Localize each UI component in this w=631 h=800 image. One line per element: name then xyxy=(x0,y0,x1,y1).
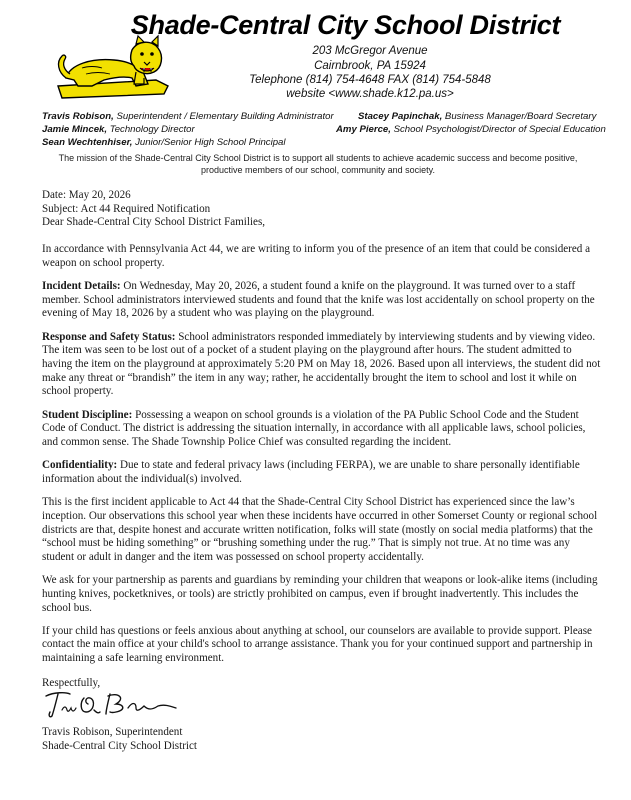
staff-mincek xyxy=(42,124,195,135)
confidentiality-paragraph xyxy=(42,459,602,486)
partnership-paragraph: We ask for your partnership as parents and guardians by reminding your children that weapons or look-alike items (including hunting knives, pocketknives, or tools) are strictly prohibited on campus, even if brought inadvertently. This includes the school bus. xyxy=(42,574,598,614)
staff-title: Junior/Senior High School Principal xyxy=(132,137,286,148)
address-street: 203 McGregor Avenue xyxy=(312,45,428,57)
handwritten-signature-icon xyxy=(40,688,180,720)
discipline-text: Possessing a weapon on school grounds is a violation of the PA Public School Code and the Student Code of Conduct. The district is addressing the situation internally, in accordance with all applicable laws, school policies, and common sense. The Shade Township Police Chief was consulted regarding the incident. xyxy=(42,408,586,449)
letter-body xyxy=(42,189,602,675)
staff-name: Travis Robison, xyxy=(42,111,114,122)
support-paragraph: If your child has questions or feels anxious about anything at school, our counselors are available to provide support. Please contact the main office at your child's school to arrange assistance. Thank you for your continued support and partnership in maintaining a safe learning environment. xyxy=(42,624,593,665)
signature-block xyxy=(42,726,197,753)
mission-statement: The mission of the Shade-Central City School District is to support all students to achieve academic success and become positive, productive members of our school, community and society. xyxy=(58,153,578,175)
letter-closing: Respectfully, xyxy=(42,677,101,689)
discipline-label: Student Discipline: xyxy=(42,408,133,421)
signer-name: Travis Robison, Superintendent xyxy=(42,726,183,738)
response-paragraph xyxy=(42,331,602,400)
website-link[interactable]: website <www.shade.k12.pa.us> xyxy=(286,88,454,100)
intro-paragraph: In accordance with Pennsylvania Act 44, we are writing to inform you of the presence of an item that could be considered a weapon on school property. xyxy=(42,243,591,269)
confidentiality-label: Confidentiality: xyxy=(42,459,118,472)
staff-pierce xyxy=(336,124,606,135)
staff-title: Superintendent / Elementary Building Administrator xyxy=(113,111,334,122)
staff-name: Amy Pierce, xyxy=(336,124,391,135)
discipline-paragraph xyxy=(42,409,602,450)
letter-subject: Subject: Act 44 Required Notification xyxy=(42,202,211,215)
response-text: School administrators responded immediately by interviewing students and by viewing video. The item was seen to be lost out of a pocket of a student playing on the playground after hours. The student admitted to having the item on the playground at approximately 5:20 PM on May 18, 2026. Based upon all interviews, the student did not make any threat or “brandish” the item in any way; rather, he accidentally brought the item to school and lost it while on school property. xyxy=(42,330,601,398)
first-incident-paragraph: This is the first incident applicable to Act 44 that the Shade-Central City School District has experienced since the law’s inception. Our observations this school year when these incidents have occurred in other Somerset County or regional school districts are that, despite honest and accurate written notification, folks will state (mostly on social media platforms) that the “school must be hiding something” or “brushing something under the rug.” That is simply not true. At no time was any student or adult in danger and the item was possessed on school property accidentally. xyxy=(42,496,598,563)
staff-papinchak xyxy=(358,111,596,122)
incident-label: Incident Details: xyxy=(42,280,121,293)
address-city: Cairnbrook, PA 15924 xyxy=(314,60,426,72)
staff-name: Stacey Papinchak, xyxy=(358,111,443,122)
response-label: Response and Safety Status: xyxy=(42,330,176,343)
staff-wechtenhiser xyxy=(42,137,286,148)
confidentiality-text: Due to state and federal privacy laws (including FERPA), we are unable to share personally identifiable information about the individual(s) involved. xyxy=(42,459,580,485)
incident-text: On Wednesday, May 20, 2026, a student found a knife on the playground. It was turned over to a staff member. School administrators interviewed students and found that the knife was lost accidentally on school property on the evening of May 18, 2026 by a student who was playing on the playground. xyxy=(42,280,595,320)
letter-salutation: Dear Shade-Central City School District Families, xyxy=(42,216,266,229)
district-name: Shade-Central City School District xyxy=(130,10,561,40)
incident-paragraph xyxy=(42,280,602,321)
staff-name: Jamie Mincek, xyxy=(42,124,108,135)
staff-title: Business Manager/Board Secretary xyxy=(442,111,597,122)
staff-robison xyxy=(42,111,334,122)
staff-name: Sean Wechtenhiser, xyxy=(42,137,133,148)
staff-title: School Psychologist/Director of Special Education xyxy=(390,124,606,135)
staff-title: Technology Director xyxy=(107,124,195,135)
signer-org: Shade-Central City School District xyxy=(42,739,197,752)
letter-date: Date: May 20, 2026 xyxy=(42,189,131,201)
phone-fax: Telephone (814) 754-4648 FAX (814) 754-5848 xyxy=(249,74,491,86)
